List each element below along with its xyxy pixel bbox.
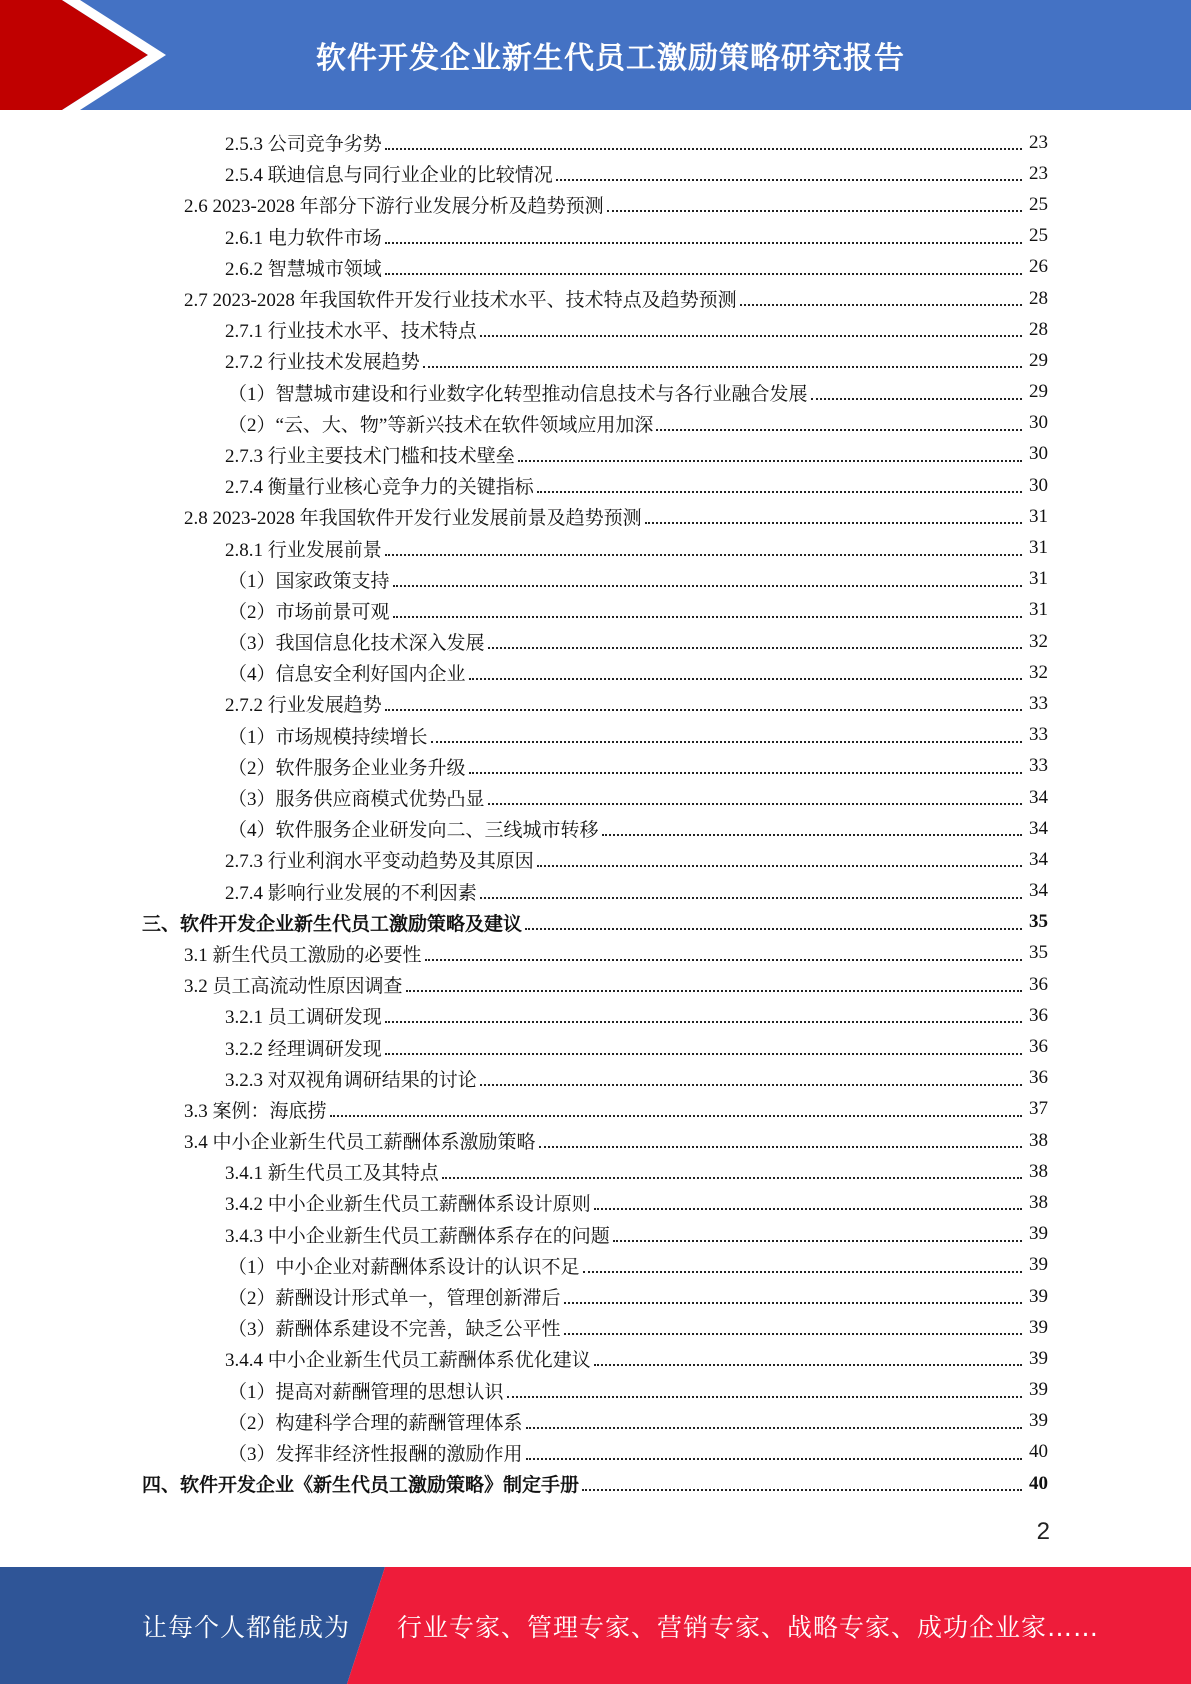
toc-entry-title: 3.4.4 中小企业新生代员工薪酬体系优化建议: [225, 1350, 591, 1372]
toc-entry[interactable]: [0, 1375, 1191, 1406]
toc-entry-page: 30: [1029, 412, 1048, 434]
toc-entry[interactable]: [0, 221, 1191, 252]
toc-entry-title: 2.6 2023-2028 年部分下游行业发展分析及趋势预测: [184, 196, 604, 218]
toc-entry[interactable]: [0, 564, 1191, 595]
toc-entry-page: 25: [1029, 225, 1048, 247]
toc-entry-title: 3.4.2 中小企业新生代员工薪酬体系设计原则: [225, 1194, 591, 1216]
toc-dot-leader: [537, 490, 1022, 493]
toc-dot-leader: [425, 958, 1022, 961]
toc-dot-leader: [480, 1083, 1022, 1086]
toc-entry-title: 3.3 案例：海底捞: [184, 1100, 327, 1122]
toc-entry[interactable]: [0, 501, 1191, 532]
toc-entry-title: 3.2 员工高流动性原因调查: [184, 976, 403, 998]
toc-entry-title: 3.2.3 对双视角调研结果的讨论: [225, 1069, 477, 1091]
toc-entry-page: 23: [1029, 162, 1048, 184]
toc-entry-page: 34: [1029, 880, 1048, 902]
toc-entry-page: 36: [1029, 1004, 1048, 1026]
toc-entry-page: 39: [1029, 1347, 1048, 1369]
toc-entry[interactable]: [0, 1437, 1191, 1468]
toc-entry-title: （1）中小企业对薪酬体系设计的认识不足: [228, 1256, 580, 1278]
toc-dot-leader: [393, 615, 1022, 618]
toc-entry-page: 33: [1029, 692, 1048, 714]
toc-dot-leader: [480, 896, 1022, 899]
toc-entry-title: （2）构建科学合理的薪酬管理体系: [228, 1412, 523, 1434]
toc-entry-title: （2）软件服务企业业务升级: [228, 757, 466, 779]
toc-entry[interactable]: [0, 439, 1191, 470]
toc-entry-page: 35: [1029, 911, 1048, 933]
toc-entry[interactable]: [0, 1468, 1191, 1499]
toc-entry-page: 31: [1029, 568, 1048, 590]
toc-entry-title: 3.4 中小企业新生代员工薪酬体系激励策略: [184, 1132, 536, 1154]
toc-dot-leader: [740, 303, 1022, 306]
toc-entry-page: 32: [1029, 630, 1048, 652]
toc-entry-page: 36: [1029, 1067, 1048, 1089]
toc-dot-leader: [564, 1301, 1022, 1304]
toc-entry-page: 32: [1029, 661, 1048, 683]
toc-entry-title: （1）智慧城市建设和行业数字化转型推动信息技术与各行业融合发展: [228, 383, 808, 405]
toc-entry-title: 2.7.3 行业利润水平变动趋势及其原因: [225, 851, 534, 873]
toc-dot-leader: [583, 1270, 1022, 1273]
toc-entry[interactable]: [0, 1031, 1191, 1062]
page-footer: [0, 1567, 1191, 1684]
toc-entry-title: （3）发挥非经济性报酬的激励作用: [228, 1443, 523, 1465]
toc-dot-leader: [507, 1395, 1022, 1398]
toc-entry-page: 38: [1029, 1160, 1048, 1182]
toc-entry-title: （4）信息安全利好国内企业: [228, 664, 466, 686]
toc-entry[interactable]: [0, 626, 1191, 657]
toc-entry[interactable]: [0, 1343, 1191, 1374]
toc-entry-title: （3）我国信息化技术深入发展: [228, 633, 485, 655]
toc-entry[interactable]: [0, 1094, 1191, 1125]
page-number: 2: [1036, 1518, 1050, 1545]
toc-dot-leader: [526, 1457, 1022, 1460]
toc-entry-page: 37: [1029, 1098, 1048, 1120]
toc-entry[interactable]: [0, 532, 1191, 563]
toc-dot-leader: [602, 833, 1022, 836]
toc-entry-page: 30: [1029, 474, 1048, 496]
toc-dot-leader: [556, 178, 1022, 181]
toc-entry-title: （1）提高对薪酬管理的思想认识: [228, 1381, 504, 1403]
toc-entry[interactable]: [0, 1125, 1191, 1156]
toc-entry-page: 39: [1029, 1254, 1048, 1276]
toc-entry[interactable]: [0, 688, 1191, 719]
toc-entry-page: 39: [1029, 1223, 1048, 1245]
toc-dot-leader: [330, 1114, 1022, 1117]
toc-entry[interactable]: [0, 1406, 1191, 1437]
toc-entry[interactable]: [0, 751, 1191, 782]
toc-dot-leader: [594, 1363, 1022, 1366]
toc-dot-leader: [480, 334, 1022, 337]
toc-entry-title: （2）“云、大、物”等新兴技术在软件领域应用加深: [228, 414, 654, 436]
toc-entry-title: 2.7.4 影响行业发展的不利因素: [225, 882, 477, 904]
toc-dot-leader: [564, 1332, 1022, 1335]
page-header: [0, 0, 1191, 110]
toc-entry[interactable]: [0, 1000, 1191, 1031]
toc-entry[interactable]: [0, 1219, 1191, 1250]
toc-entry-page: 31: [1029, 505, 1048, 527]
toc-entry[interactable]: [0, 345, 1191, 376]
toc-entry-title: 三、软件开发企业新生代员工激励策略及建议: [142, 913, 523, 935]
toc-dot-leader: [811, 397, 1022, 400]
toc-dot-leader: [607, 209, 1022, 212]
toc-entry[interactable]: [0, 1187, 1191, 1218]
toc-entry-page: 23: [1029, 131, 1048, 153]
toc-entry-title: 2.7.4 衡量行业核心竞争力的关键指标: [225, 477, 534, 499]
toc-dot-leader: [406, 989, 1022, 992]
toc-entry[interactable]: [0, 252, 1191, 283]
toc-dot-leader: [656, 428, 1022, 431]
toc-entry-page: 25: [1029, 193, 1048, 215]
toc-dot-leader: [442, 1176, 1022, 1179]
toc-entry-page: 31: [1029, 537, 1048, 559]
toc-entry-title: 3.2.2 经理调研发现: [225, 1038, 382, 1060]
toc-entry-page: 39: [1029, 1316, 1048, 1338]
toc-entry-page: 33: [1029, 724, 1048, 746]
toc-dot-leader: [385, 553, 1022, 556]
toc-entry-page: 38: [1029, 1129, 1048, 1151]
toc-entry-page: 33: [1029, 755, 1048, 777]
toc-entry-title: 2.5.3 公司竞争劣势: [225, 134, 382, 156]
toc-entry-page: 40: [1029, 1472, 1048, 1494]
footer-slogan-lead: 让每个人都能成为: [142, 1612, 351, 1642]
toc-dot-leader: [469, 677, 1022, 680]
toc-entry-title: 四、软件开发企业《新生代员工激励策略》制定手册: [142, 1475, 580, 1497]
toc-entry-page: 28: [1029, 318, 1048, 340]
toc-entry-title: 3.4.3 中小企业新生代员工薪酬体系存在的问题: [225, 1225, 610, 1247]
toc-entry[interactable]: [0, 657, 1191, 688]
toc-dot-leader: [431, 740, 1022, 743]
toc-entry[interactable]: [0, 127, 1191, 158]
toc-entry-title: 2.8 2023-2028 年我国软件开发行业发展前景及趋势预测: [184, 508, 642, 530]
toc-entry[interactable]: [0, 813, 1191, 844]
toc-entry-page: 39: [1029, 1285, 1048, 1307]
toc-dot-leader: [539, 1145, 1022, 1148]
toc-dot-leader: [594, 1207, 1022, 1210]
toc-entry[interactable]: [0, 314, 1191, 345]
toc-entry[interactable]: [0, 782, 1191, 813]
toc-entry[interactable]: [0, 1156, 1191, 1187]
toc-entry[interactable]: [0, 158, 1191, 189]
toc-entry-title: 3.1 新生代员工激励的必要性: [184, 944, 422, 966]
toc-dot-leader: [385, 1020, 1022, 1023]
toc-entry[interactable]: [0, 720, 1191, 751]
toc-entry[interactable]: [0, 1250, 1191, 1281]
table-of-contents: [0, 127, 1191, 1499]
toc-entry-page: 39: [1029, 1410, 1048, 1432]
toc-entry[interactable]: [0, 470, 1191, 501]
toc-dot-leader: [469, 771, 1022, 774]
toc-dot-leader: [385, 1052, 1022, 1055]
toc-dot-leader: [385, 708, 1022, 711]
toc-entry-title: 2.5.4 联迪信息与同行业企业的比较情况: [225, 165, 553, 187]
toc-entry[interactable]: [0, 969, 1191, 1000]
toc-entry[interactable]: [0, 1063, 1191, 1094]
toc-entry[interactable]: [0, 907, 1191, 938]
toc-entry[interactable]: [0, 189, 1191, 220]
toc-dot-leader: [645, 521, 1022, 524]
toc-entry-page: 34: [1029, 848, 1048, 870]
toc-dot-leader: [537, 864, 1022, 867]
toc-entry[interactable]: [0, 876, 1191, 907]
toc-entry-page: 29: [1029, 381, 1048, 403]
toc-entry-title: 2.7.2 行业发展趋势: [225, 695, 382, 717]
toc-dot-leader: [526, 1426, 1022, 1429]
toc-dot-leader: [385, 272, 1022, 275]
toc-entry-page: 34: [1029, 786, 1048, 808]
toc-entry-title: 2.7.2 行业技术发展趋势: [225, 352, 420, 374]
toc-dot-leader: [518, 459, 1022, 462]
toc-entry-page: 35: [1029, 942, 1048, 964]
toc-entry-title: （1）市场规模持续增长: [228, 726, 428, 748]
toc-entry[interactable]: [0, 1312, 1191, 1343]
toc-entry-title: （1）国家政策支持: [228, 570, 390, 592]
toc-entry-title: 2.7.3 行业主要技术门槛和技术壁垒: [225, 445, 515, 467]
toc-entry[interactable]: [0, 408, 1191, 439]
toc-entry-title: 3.2.1 员工调研发现: [225, 1007, 382, 1029]
toc-entry-title: （3）薪酬体系建设不完善，缺乏公平性: [228, 1319, 561, 1341]
toc-entry-page: 29: [1029, 349, 1048, 371]
toc-dot-leader: [385, 241, 1022, 244]
toc-entry-page: 26: [1029, 256, 1048, 278]
toc-entry-title: （3）服务供应商模式优势凸显: [228, 789, 485, 811]
toc-dot-leader: [423, 365, 1022, 368]
toc-entry-title: 3.4.1 新生代员工及其特点: [225, 1163, 439, 1185]
toc-entry[interactable]: [0, 1281, 1191, 1312]
toc-entry[interactable]: [0, 377, 1191, 408]
toc-dot-leader: [525, 927, 1022, 930]
toc-entry-title: 2.7 2023-2028 年我国软件开发行业技术水平、技术特点及趋势预测: [184, 290, 737, 312]
toc-entry-page: 31: [1029, 599, 1048, 621]
toc-entry-page: 36: [1029, 1036, 1048, 1058]
toc-dot-leader: [582, 1488, 1022, 1491]
toc-dot-leader: [488, 646, 1022, 649]
footer-slogan-roles: 行业专家、管理专家、营销专家、战略专家、成功企业家……: [397, 1612, 1100, 1642]
toc-entry[interactable]: [0, 844, 1191, 875]
toc-entry-title: 2.6.2 智慧城市领域: [225, 258, 382, 280]
toc-dot-leader: [385, 147, 1022, 150]
toc-entry[interactable]: [0, 283, 1191, 314]
toc-entry-page: 38: [1029, 1191, 1048, 1213]
toc-entry-page: 28: [1029, 287, 1048, 309]
document-title: 软件开发企业新生代员工激励策略研究报告: [316, 41, 905, 76]
toc-entry-title: （2）薪酬设计形式单一，管理创新滞后: [228, 1288, 561, 1310]
toc-entry-page: 30: [1029, 443, 1048, 465]
toc-entry-page: 34: [1029, 817, 1048, 839]
toc-entry-title: 2.7.1 行业技术水平、技术特点: [225, 321, 477, 343]
toc-entry[interactable]: [0, 938, 1191, 969]
toc-dot-leader: [613, 1239, 1022, 1242]
toc-entry-title: （2）市场前景可观: [228, 601, 390, 623]
toc-dot-leader: [488, 802, 1022, 805]
toc-entry-title: 2.8.1 行业发展前景: [225, 539, 382, 561]
toc-entry[interactable]: [0, 595, 1191, 626]
toc-entry-page: 36: [1029, 973, 1048, 995]
toc-entry-page: 39: [1029, 1379, 1048, 1401]
toc-entry-page: 40: [1029, 1441, 1048, 1463]
toc-entry-title: 2.6.1 电力软件市场: [225, 227, 382, 249]
toc-entry-title: （4）软件服务企业研发向二、三线城市转移: [228, 820, 599, 842]
toc-dot-leader: [393, 584, 1022, 587]
